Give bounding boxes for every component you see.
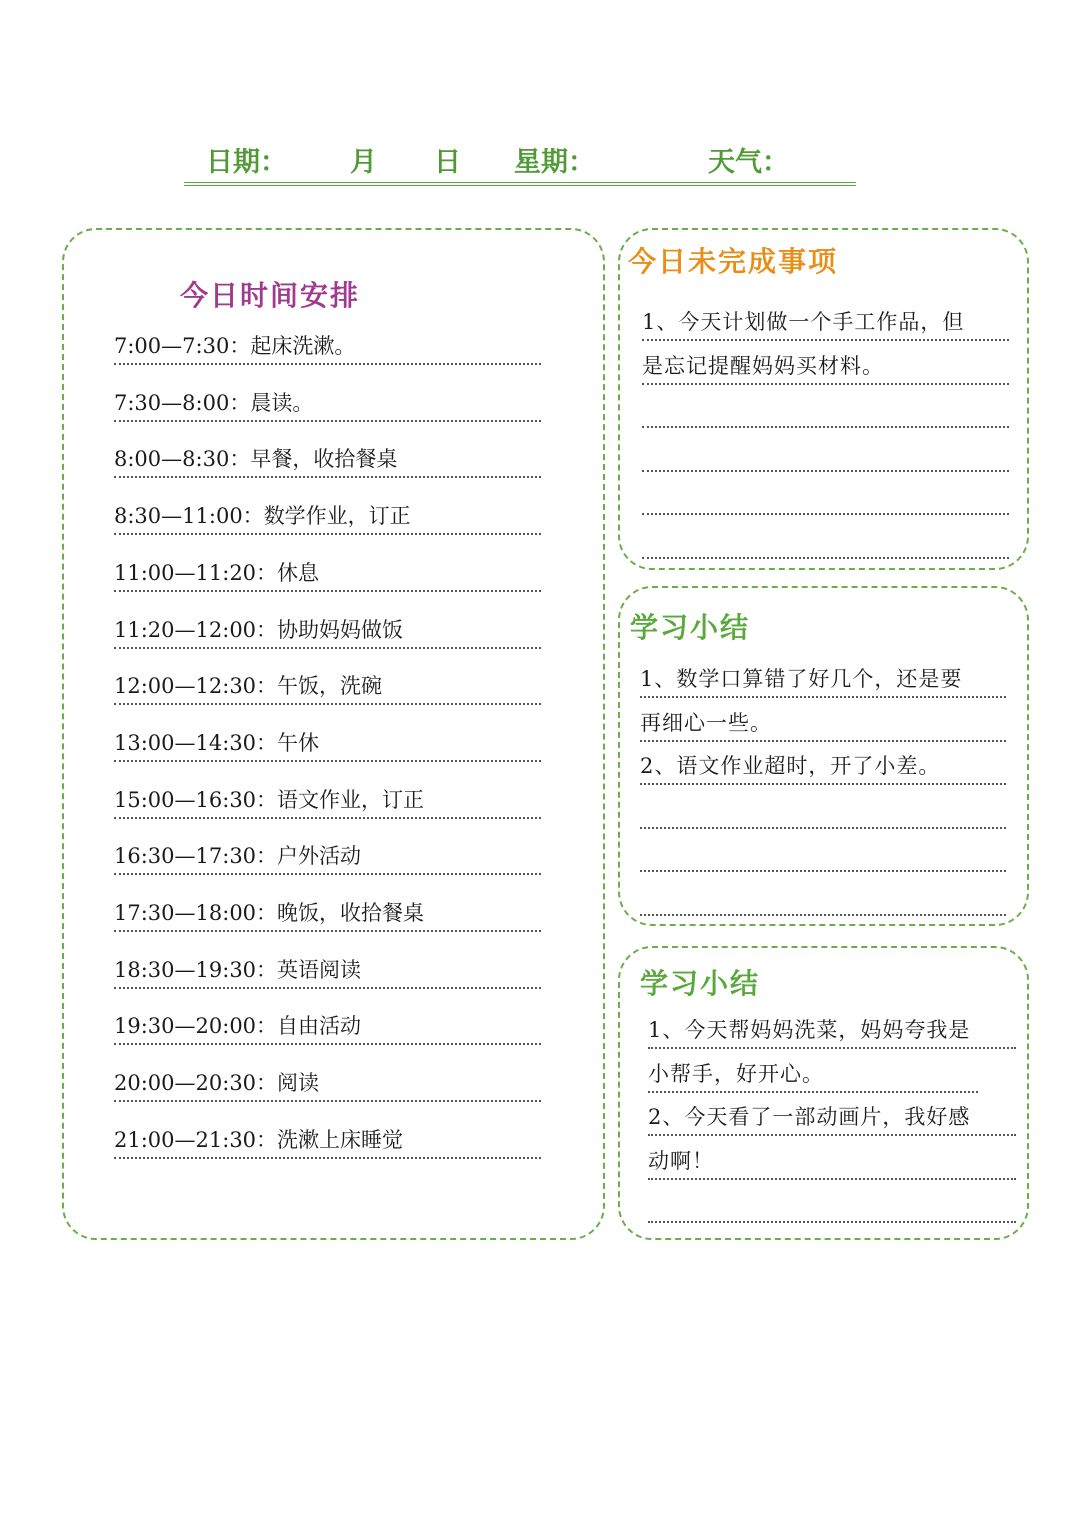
schedule-time: 7:30—8:00： <box>114 390 251 415</box>
date-label: 日期： <box>206 147 287 178</box>
schedule-time: 16:30—17:30： <box>114 844 278 869</box>
schedule-task: 自由活动 <box>277 1014 362 1039</box>
schedule-row <box>114 614 541 649</box>
schedule-task: 英语阅读 <box>277 957 362 982</box>
note-line: 1、数学口算错了好几个，还是要 <box>640 662 1006 698</box>
note-line: 2、今天看了一部动画片，我好感 <box>648 1100 1016 1136</box>
schedule-row <box>114 1124 541 1159</box>
schedule-task: 晚饭，收拾餐桌 <box>277 901 425 925</box>
schedule-row <box>114 784 541 819</box>
schedule-row <box>114 840 541 875</box>
schedule-row <box>114 330 541 365</box>
unfinished-title: 今日未完成事项 <box>628 245 839 278</box>
schedule-time: 8:00—8:30： <box>114 447 251 472</box>
note-line <box>640 880 1006 916</box>
schedule-row <box>114 897 541 932</box>
summary-title-2: 学习小结 <box>640 967 761 1000</box>
schedule-task: 休息 <box>277 560 320 585</box>
schedule-time: 17:30—18:00： <box>114 901 278 925</box>
schedule-time: 11:20—12:00： <box>114 617 278 642</box>
note-line: 再细心一些。 <box>640 706 1006 742</box>
note-line: 1、今天帮妈妈洗菜，妈妈夸我是 <box>648 1013 1016 1049</box>
schedule-task: 户外活动 <box>277 844 362 869</box>
summary-title-1: 学习小结 <box>630 611 751 644</box>
note-line <box>642 479 1009 515</box>
note-line: 1、今天计划做一个手工作品，但 <box>642 305 1009 341</box>
note-line <box>642 392 1009 428</box>
note-line <box>640 793 1006 829</box>
schedule-row <box>114 954 541 989</box>
schedule-time: 21:00—21:30： <box>114 1127 278 1152</box>
schedule-task: 数学作业，订正 <box>263 504 411 529</box>
schedule-time: 8:30—11:00： <box>114 504 264 529</box>
schedule-task: 午休 <box>277 730 320 755</box>
schedule-row <box>114 557 541 592</box>
date-header <box>184 138 856 186</box>
note-line <box>648 1187 1016 1223</box>
schedule-time: 13:00—14:30： <box>114 730 278 755</box>
schedule-row <box>114 1010 541 1045</box>
month-label: 月 <box>350 147 377 178</box>
schedule-time: 15:00—16:30： <box>114 787 278 812</box>
schedule-title: 今日时间安排 <box>180 279 361 312</box>
note-line: 小帮手，好开心。 <box>648 1057 978 1093</box>
schedule-row <box>114 670 541 705</box>
schedule-row <box>114 727 541 762</box>
schedule-task: 洗漱上床睡觉 <box>277 1127 404 1152</box>
schedule-row <box>114 443 541 478</box>
schedule-task: 协助妈妈做饭 <box>277 617 404 642</box>
note-line: 动啊！ <box>648 1144 1016 1180</box>
schedule-time: 7:00—7:30： <box>114 334 251 358</box>
schedule-time: 18:30—19:30： <box>114 957 278 982</box>
schedule-row <box>114 1067 541 1102</box>
note-line: 是忘记提醒妈妈买材料。 <box>642 349 1009 385</box>
schedule-task: 午饭，洗碗 <box>277 674 383 699</box>
weekday-label: 星期： <box>514 147 595 178</box>
schedule-task: 晨读。 <box>250 390 314 415</box>
schedule-task: 阅读 <box>277 1071 320 1096</box>
schedule-time: 12:00—12:30： <box>114 674 278 699</box>
schedule-row <box>114 500 541 535</box>
day-label: 日 <box>434 147 461 178</box>
schedule-time: 11:00—11:20： <box>114 560 278 585</box>
schedule-row <box>114 387 541 422</box>
schedule-task: 早餐，收拾餐桌 <box>250 447 398 472</box>
schedule-time: 19:30—20:00： <box>114 1014 278 1039</box>
schedule-task: 语文作业，订正 <box>277 787 425 812</box>
note-line: 2、语文作业超时，开了小差。 <box>640 749 1006 785</box>
note-line <box>642 523 1009 559</box>
note-line <box>640 836 1006 872</box>
schedule-time: 20:00—20:30： <box>114 1071 278 1096</box>
note-line <box>642 436 1009 472</box>
weather-label: 天气： <box>708 147 789 178</box>
schedule-task: 起床洗漱。 <box>250 334 356 358</box>
